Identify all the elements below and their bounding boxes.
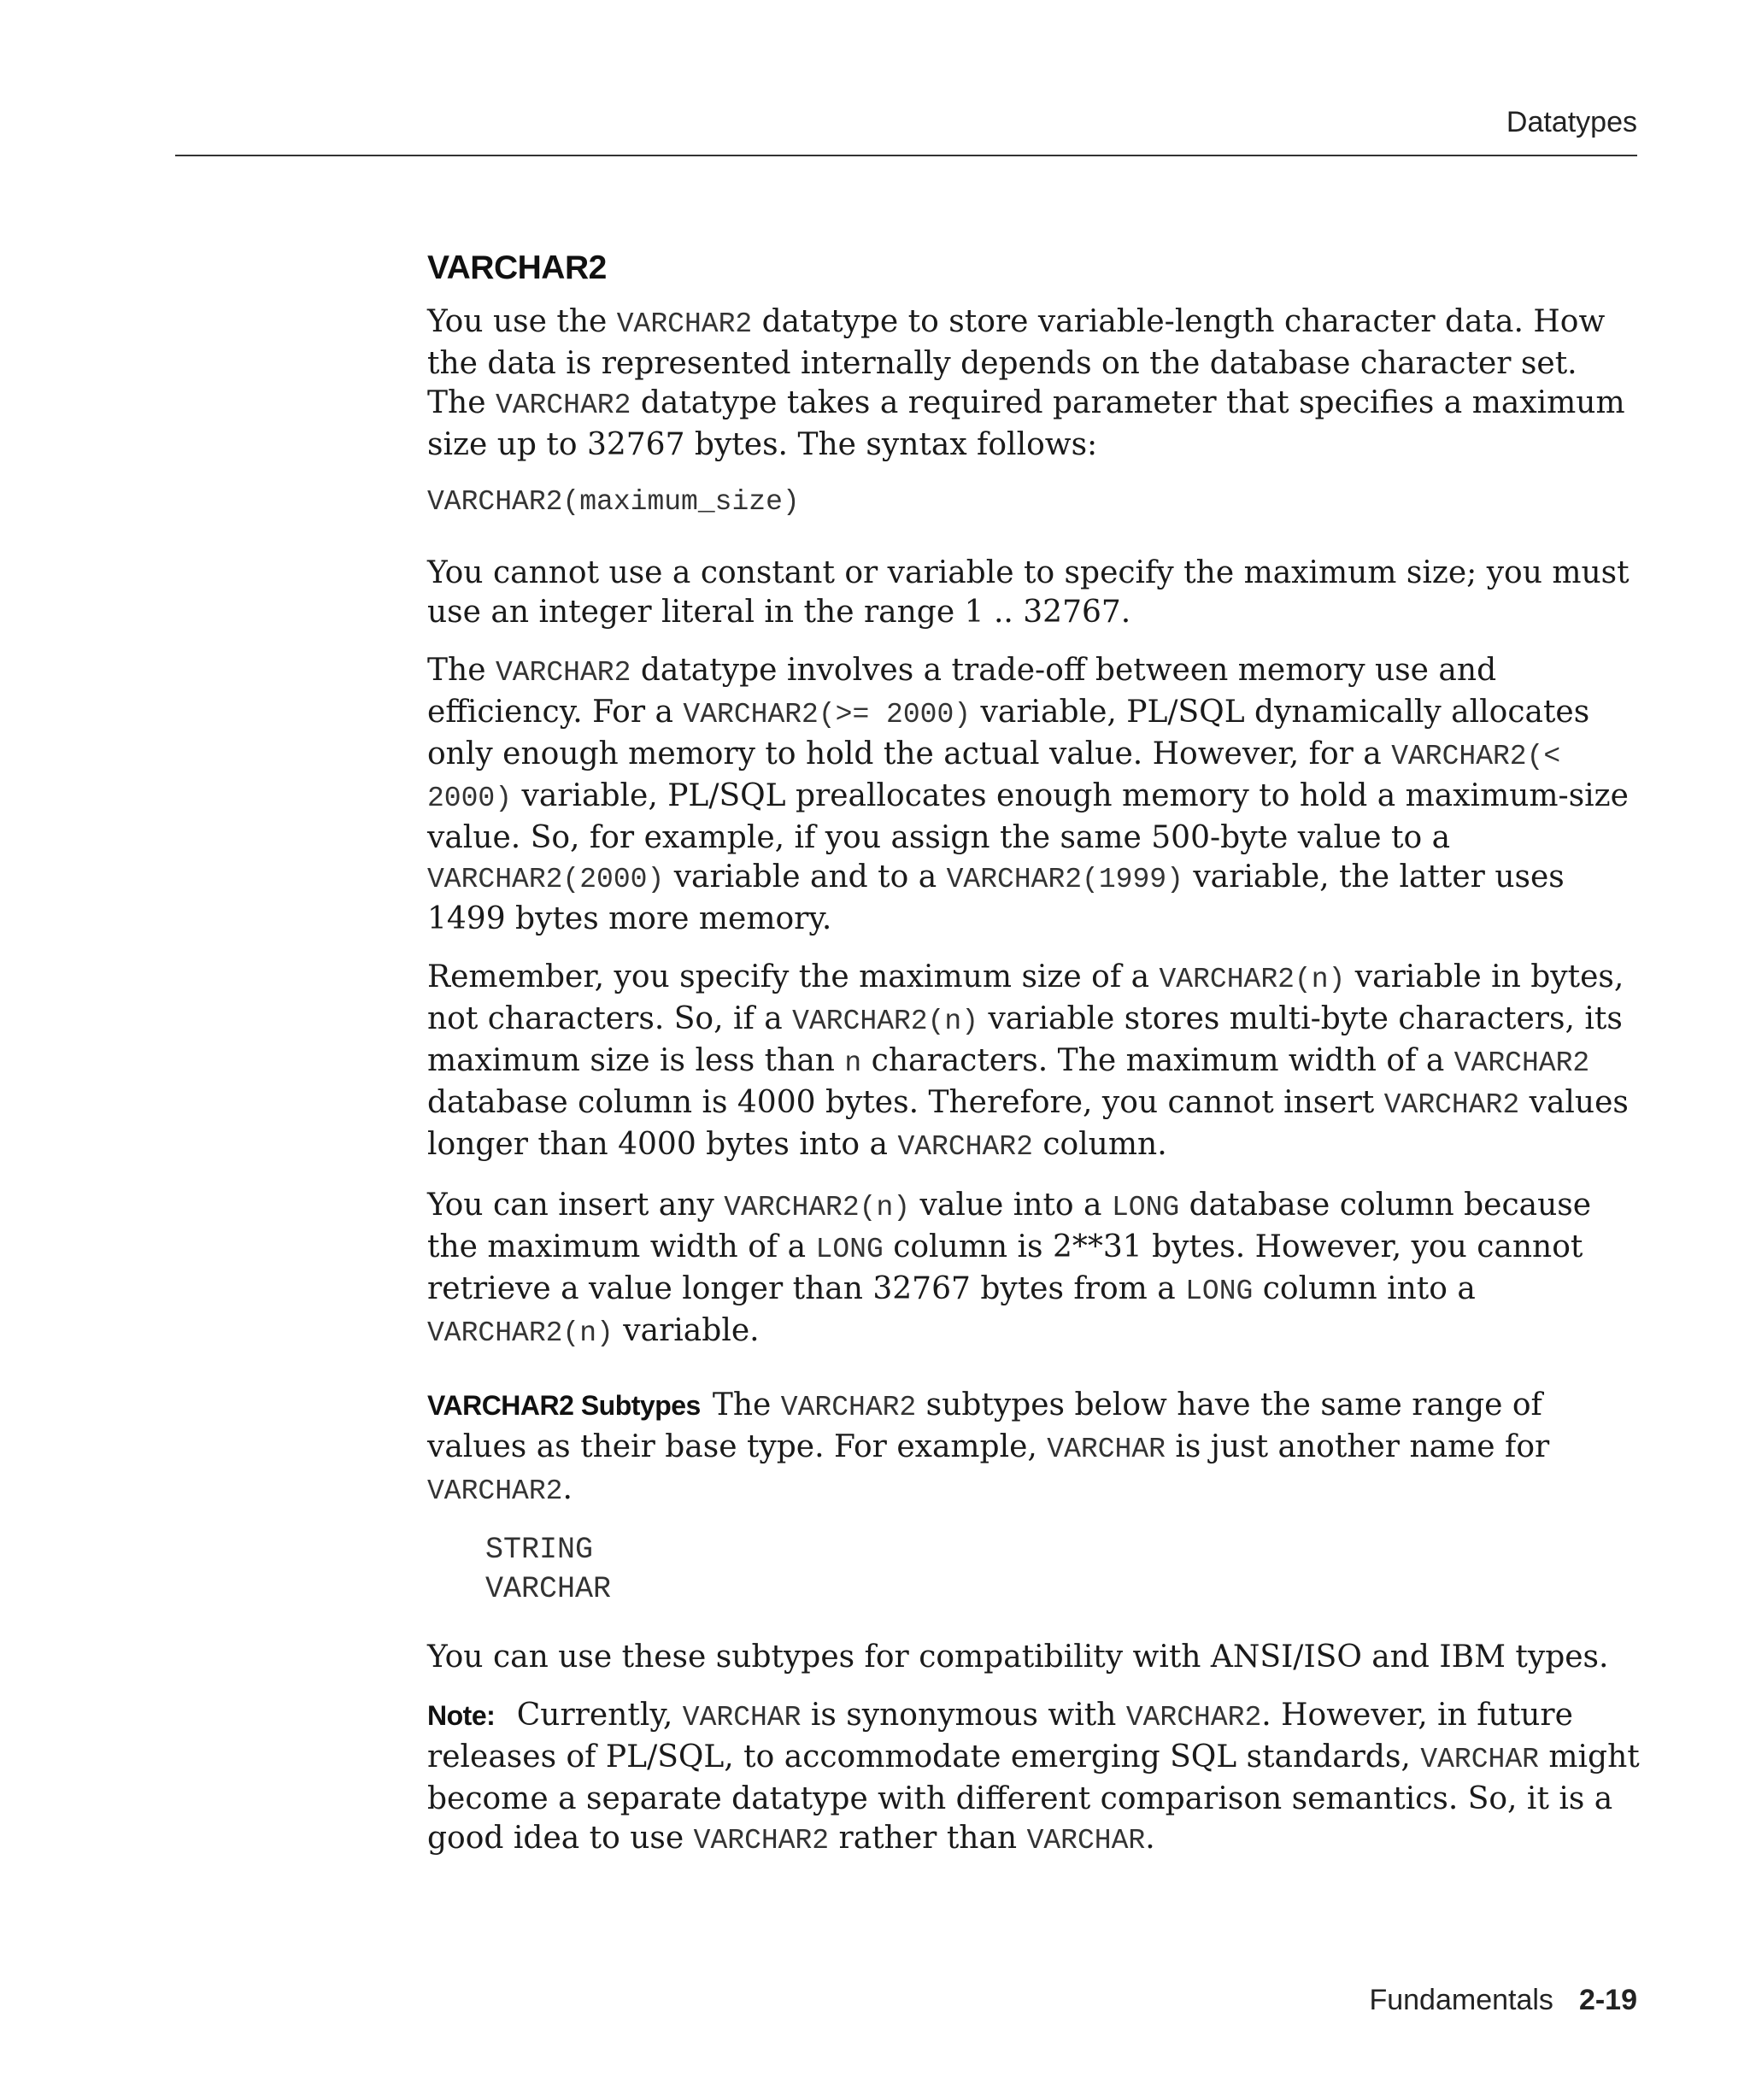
inline-code: VARCHAR2 (427, 1475, 563, 1507)
text: variable, the latter uses 1499 bytes more memory. (427, 859, 1565, 936)
text: is just another name for (1165, 1429, 1550, 1464)
inline-code: VARCHAR2 (780, 1392, 917, 1423)
inline-code: VARCHAR2 (1125, 1702, 1262, 1733)
footer-chapter: Fundamentals (1369, 1984, 1553, 2016)
text: You can insert any (427, 1188, 725, 1223)
text: rather than (829, 1821, 1027, 1856)
inline-code: LONG (1185, 1276, 1254, 1307)
paragraph-long (427, 1186, 1641, 1353)
inline-code: VARCHAR2(>= 2000) (683, 699, 972, 730)
text: . (1145, 1821, 1155, 1856)
text: database column is 4000 bytes. Therefore, you cannot insert (427, 1085, 1384, 1120)
text: variable in bytes, not characters. So, if a (427, 959, 1624, 1036)
text: column. (1032, 1127, 1167, 1162)
inline-code: VARCHAR2(n) (724, 1192, 911, 1223)
text: The (427, 653, 496, 688)
paragraph-bytes (427, 958, 1641, 1167)
inline-code: VARCHAR2(1999) (946, 864, 1183, 895)
inline-code: VARCHAR2(n) (427, 1317, 614, 1349)
text: datatype involves a trade-off between memory use and efficiency. For a (427, 653, 1497, 730)
text: value into a (910, 1188, 1112, 1223)
header-rule (175, 155, 1637, 156)
text: You use the (427, 304, 617, 339)
syntax-code: VARCHAR2(maximum_size) (427, 486, 800, 518)
paragraph-intro (427, 302, 1641, 465)
text: variable, PL/SQL preallocates enough memory to hold a maximum-size value. So, for example, if you assign the same 500-byte value to a (427, 778, 1629, 855)
text: characters. The maximum width of a (861, 1043, 1454, 1078)
main-content (427, 246, 1641, 1880)
inline-code: VARCHAR2 (495, 657, 631, 689)
page-footer (1369, 1984, 1637, 2017)
subtype-item: VARCHAR (485, 1572, 612, 1606)
text: values longer than 4000 bytes into a (427, 1085, 1629, 1162)
text: variable, PL/SQL dynamically allocates only enough memory to hold the actual value. However, for a (427, 695, 1590, 771)
section-title: VARCHAR2 (427, 249, 607, 286)
inline-code: n (844, 1047, 862, 1079)
text: column into a (1253, 1271, 1476, 1306)
text: The (712, 1387, 781, 1422)
inline-code: VARCHAR2 (495, 390, 631, 421)
inline-code: VARCHAR2(< 2000) (427, 741, 1561, 814)
inline-code: VARCHAR2(n) (1159, 964, 1346, 995)
text: datatype takes a required parameter that specifies a maximum size up to 32767 bytes. The syntax follows: (427, 385, 1625, 462)
inline-code: VARCHAR2 (693, 1825, 830, 1857)
inline-code: VARCHAR2 (1453, 1047, 1590, 1079)
paragraph-tradeoff (427, 651, 1641, 939)
text: variable. (613, 1313, 760, 1348)
text: is synonymous with (801, 1698, 1126, 1733)
text: . (562, 1471, 573, 1506)
text: variable and to a (664, 859, 947, 895)
paragraph-subtypes (427, 1386, 1641, 1511)
paragraph-compat: You can use these subtypes for compatibility with ANSI/ISO and IBM types. (427, 1640, 1609, 1675)
text: column is 2**31 bytes. However, you cannot retrieve a value longer than 32767 bytes from a (427, 1229, 1583, 1306)
note-label: Note: (427, 1700, 496, 1731)
inline-code: VARCHAR2(n) (792, 1006, 979, 1037)
text: Remember, you specify the maximum size of a (427, 959, 1160, 994)
inline-code: VARCHAR (1420, 1744, 1539, 1775)
text: Currently, (507, 1698, 683, 1733)
inline-code: LONG (815, 1234, 884, 1265)
subtypes-list (485, 1530, 1641, 1609)
text: might become a separate datatype with different comparison semantics. So, it is a good idea to use (427, 1739, 1640, 1856)
inline-code: VARCHAR (1026, 1825, 1146, 1857)
text: database column because the maximum width of a (427, 1188, 1592, 1264)
inline-code: VARCHAR2 (616, 308, 753, 340)
text: . However, in future releases of PL/SQL, to accommodate emerging SQL standards, (427, 1698, 1573, 1774)
inline-code: VARCHAR2(2000) (427, 864, 665, 895)
subtype-item: STRING (485, 1533, 594, 1567)
paragraph-max-size: You cannot use a constant or variable to specify the maximum size; you must use an integer literal in the range 1 .. 32767. (427, 555, 1630, 630)
inline-code: VARCHAR2 (1383, 1089, 1520, 1121)
text: datatype to store variable-length character data. How the data is represented internally depends on the database character set. The (427, 304, 1606, 420)
note-paragraph (427, 1696, 1641, 1861)
inline-code: VARCHAR (1047, 1434, 1166, 1465)
subtypes-heading: VARCHAR2 Subtypes (427, 1390, 701, 1421)
running-head-title: Datatypes (1506, 106, 1637, 138)
inline-code: VARCHAR (682, 1702, 802, 1733)
inline-code: LONG (1111, 1192, 1180, 1223)
text: subtypes below have the same range of values as their base type. For example, (427, 1387, 1542, 1464)
page-number: 2-19 (1578, 1984, 1637, 2016)
text: variable stores multi-byte characters, its maximum size is less than (427, 1001, 1623, 1078)
inline-code: VARCHAR2 (897, 1131, 1033, 1163)
